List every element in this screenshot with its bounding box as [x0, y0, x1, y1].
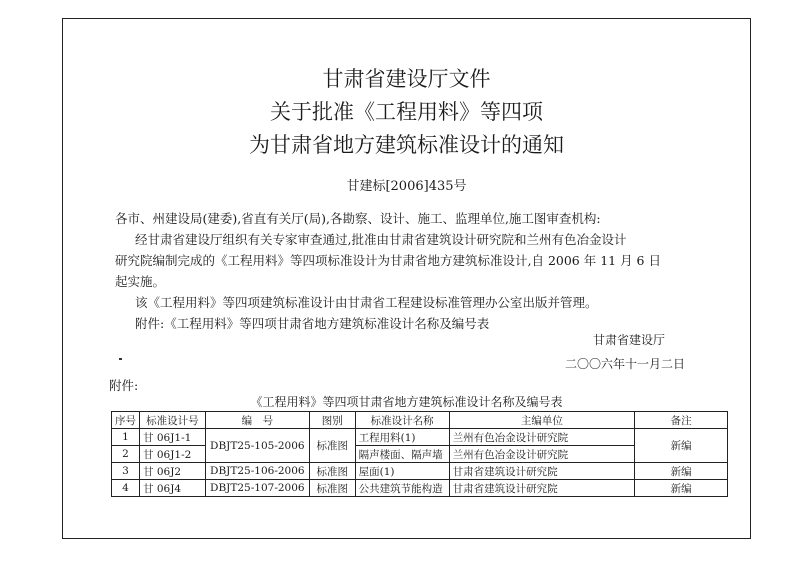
- cell-note: 新编: [635, 463, 728, 480]
- cell-code: 甘 06J2: [140, 463, 206, 480]
- cell-name: 屋面(1): [355, 463, 449, 480]
- cell-number: DBJT25-106-2006: [205, 463, 309, 480]
- cell-unit: 兰州有色冶金设计研究院: [449, 446, 635, 463]
- cell-seq: 3: [112, 463, 140, 480]
- cell-note: 新编: [635, 429, 728, 463]
- header-name: 标准设计名称: [355, 412, 449, 429]
- paragraph-1-line-1: 经甘肃省建设厅组织有关专家审查通过,批准由甘肃省建筑设计研究院和兰州有色冶金设计: [135, 232, 627, 247]
- cell-number: DBJT25-107-2006: [205, 480, 309, 497]
- cell-unit: 甘肃省建筑设计研究院: [449, 480, 635, 497]
- table-row: [112, 480, 728, 497]
- cell-seq: 1: [112, 429, 140, 446]
- cell-code: 甘 06J1-1: [140, 429, 206, 446]
- scan-speck: [119, 358, 122, 360]
- cell-name: 工程用料(1): [355, 429, 449, 446]
- header-code: 标准设计号: [140, 412, 206, 429]
- header-number: 编 号: [205, 412, 309, 429]
- cell-name: 隔声楼面、隔声墙: [355, 446, 449, 463]
- signature-org: 甘肃省建设厅: [593, 333, 666, 347]
- cell-code: 甘 06J4: [140, 480, 206, 497]
- paragraph-2: 该《工程用料》等四项建筑标准设计由甘肃省工程建设标准管理办公室出版并管理。: [135, 295, 598, 310]
- title-line-1: 甘肃省建设厅文件: [322, 67, 491, 91]
- cell-seq: 4: [112, 480, 140, 497]
- paragraph-1-line-3: 起实施。: [115, 274, 166, 289]
- table-row: [112, 429, 728, 446]
- table-title: 《工程用料》等四项甘肃省地方建筑标准设计名称及编号表: [250, 395, 563, 409]
- document-frame: [62, 18, 751, 539]
- standards-table: [111, 411, 728, 497]
- cell-name: 公共建筑节能构造: [355, 480, 449, 497]
- signature-date: 二〇〇六年十一月二日: [565, 357, 686, 371]
- document-number: 甘建标[2006]435号: [346, 179, 467, 194]
- table-row: [112, 463, 728, 480]
- cell-type: 标准图: [309, 463, 355, 480]
- cell-number: DBJT25-105-2006: [205, 429, 309, 463]
- paragraph-3: 附件:《工程用料》等四项甘肃省地方建筑标准设计名称及编号表: [135, 316, 490, 331]
- cell-unit: 甘肃省建筑设计研究院: [449, 463, 635, 480]
- cell-unit: 兰州有色冶金设计研究院: [449, 429, 635, 446]
- header-type: 图别: [309, 412, 355, 429]
- cell-type: 标准图: [309, 429, 355, 463]
- paragraph-1-line-2: 研究院编制完成的《工程用料》等四项标准设计为甘肃省地方建筑标准设计,自 2006 年 11 月 6 日: [115, 253, 661, 268]
- title-line-2: 关于批准《工程用料》等四项: [270, 100, 543, 124]
- table-header-row: [112, 412, 728, 429]
- addressees: 各市、州建设局(建委),省直有关厅(局),各勘察、设计、施工、监理单位,施工图审查机构:: [115, 211, 601, 226]
- header-seq: 序号: [112, 412, 140, 429]
- cell-code: 甘 06J1-2: [140, 446, 206, 463]
- cell-type: 标准图: [309, 480, 355, 497]
- title-line-3: 为甘肃省地方建筑标准设计的通知: [249, 133, 564, 157]
- cell-note: 新编: [635, 480, 728, 497]
- header-unit: 主编单位: [449, 412, 635, 429]
- cell-seq: 2: [112, 446, 140, 463]
- header-note: 备注: [635, 412, 728, 429]
- attachment-label: 附件:: [109, 378, 139, 393]
